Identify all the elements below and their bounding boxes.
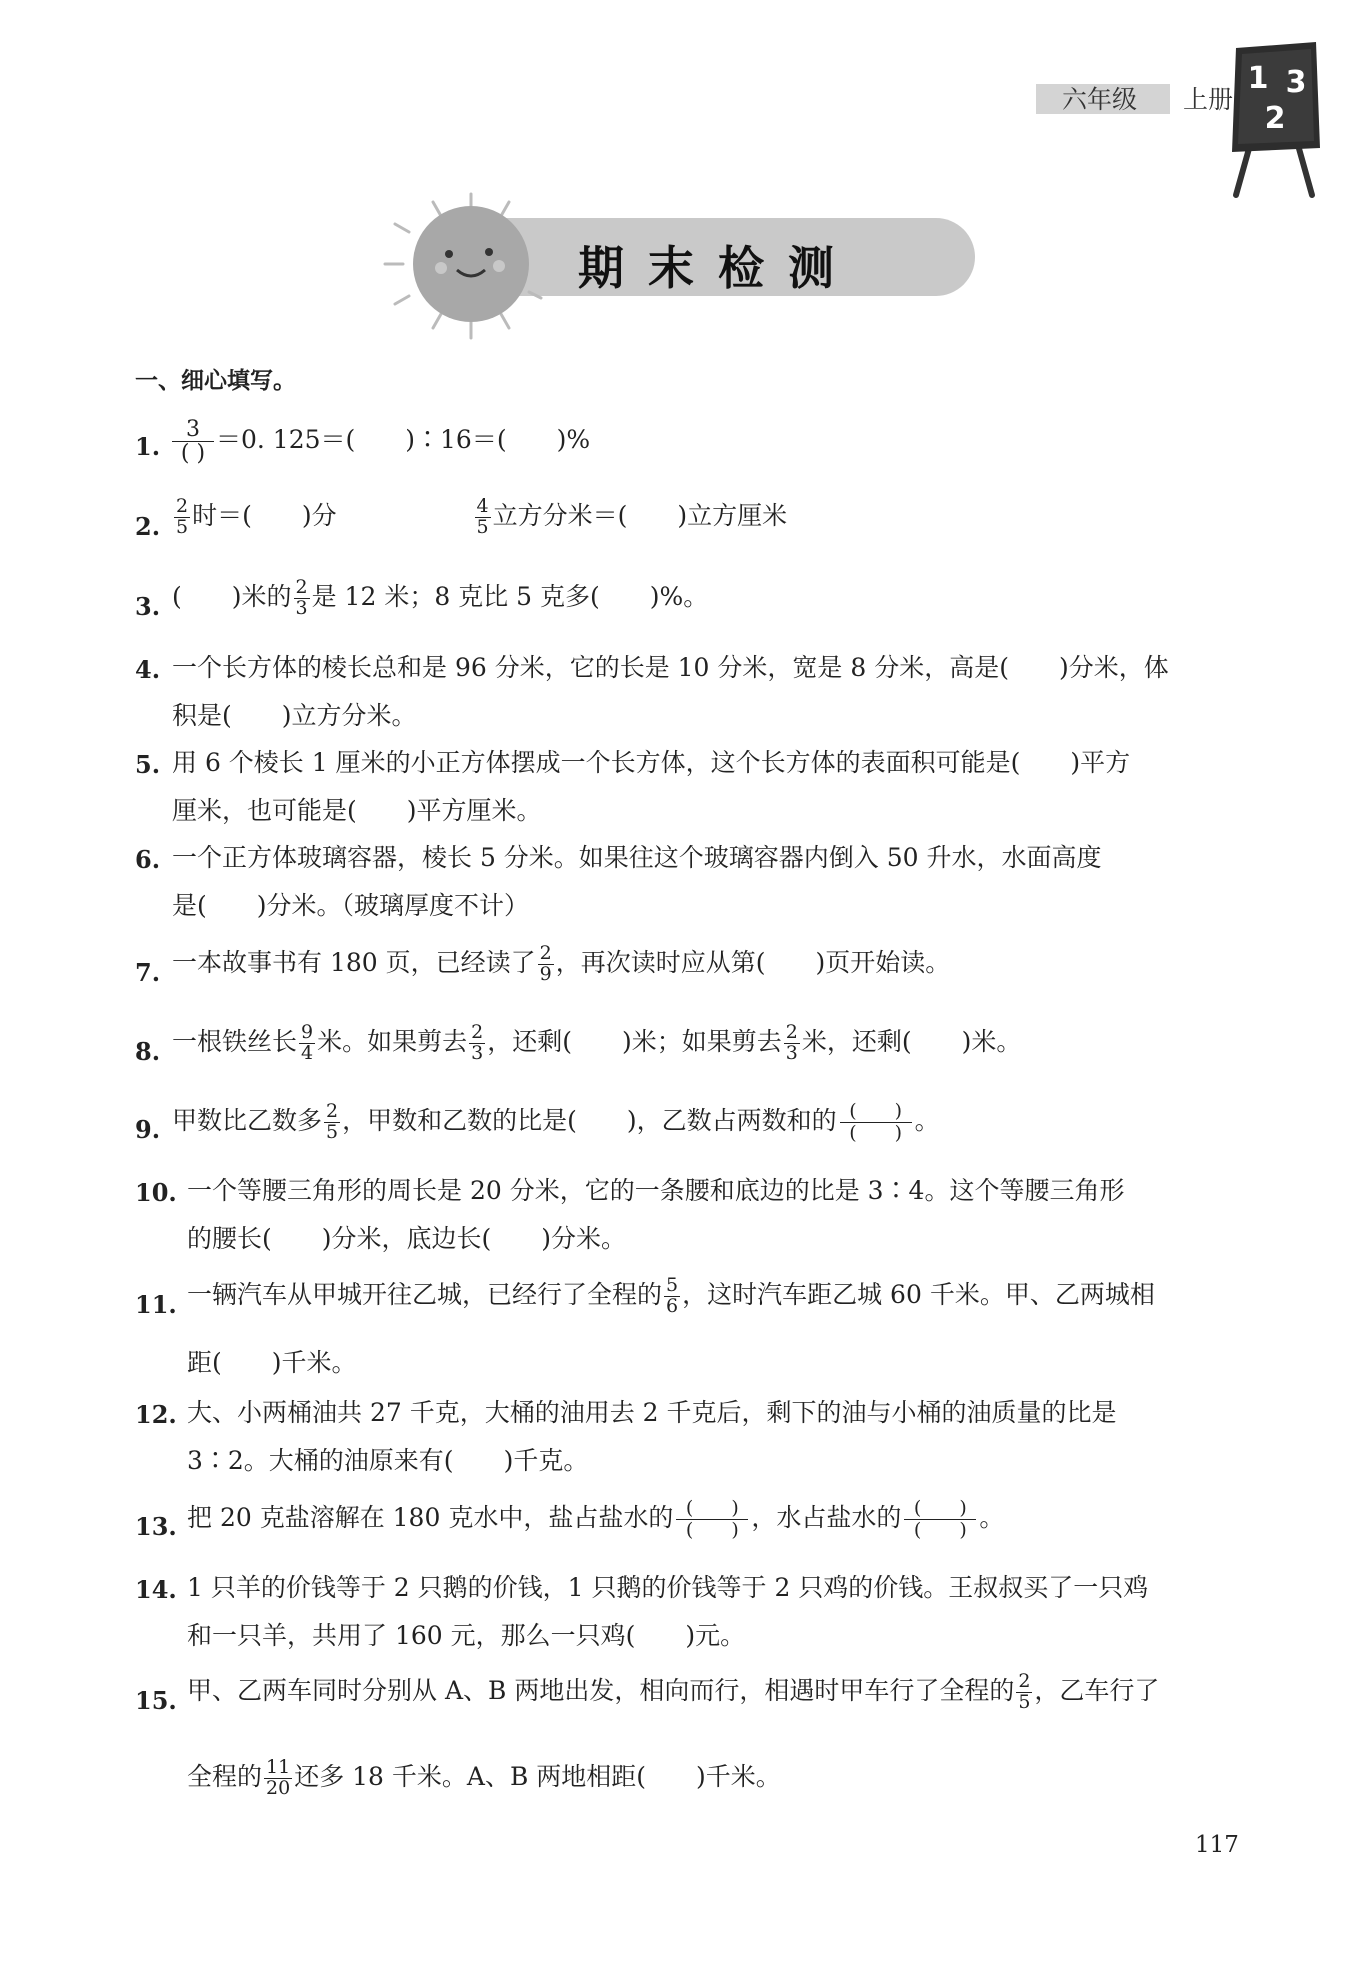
sun-face-icon: [413, 206, 529, 322]
q15-number: 15.: [135, 1686, 177, 1715]
page-number: 117: [1195, 1832, 1239, 1858]
q1-frac-num: 3: [172, 418, 214, 442]
chalkboard-icon: [1228, 40, 1322, 200]
q3-number: 3.: [135, 592, 161, 621]
q15-text: 甲、乙两车同时分别从 A、B 两地出发，相向而行，相遇时甲车行了全程的 $\frac{2}{5}$ ，乙车行了: [187, 1670, 1160, 1713]
q9-number: 9.: [135, 1115, 161, 1144]
q10-number: 10.: [135, 1178, 177, 1207]
q5-number: 5.: [135, 750, 161, 779]
section-heading: 一、细心填写。: [135, 368, 296, 394]
q10-line2: 的腰长( )分米，底边长( )分米。: [187, 1224, 627, 1253]
q12-line1: 大、小两桶油共 27 千克，大桶的油用去 2 千克后，剩下的油与小桶的油质量的比是: [187, 1398, 1117, 1427]
q4-line2: 积是( )立方分米。: [172, 701, 417, 730]
q11-line2: 距( )千米。: [187, 1348, 357, 1377]
q11-text: 一辆汽车从甲城开往乙城，已经行了全程的 $\frac{5}{6}$ ，这时汽车距乙城 60 千米。甲、乙两城相: [187, 1274, 1155, 1317]
q1-rest: ＝0. 125＝( )∶16＝( )%: [216, 425, 591, 455]
q6-line1: 一个正方体玻璃容器，棱长 5 分米。如果往这个玻璃容器内倒入 50 升水，水面高度: [172, 843, 1102, 872]
q14-line2: 和一只羊，共用了 160 元，那么一只鸡( )元。: [187, 1621, 746, 1650]
q1-frac-den: ( ): [180, 441, 206, 467]
q14-line1: 1 只羊的价钱等于 2 只鹅的价钱，1 只鹅的价钱等于 2 只鸡的价钱。王叔叔买了一只鸡: [187, 1573, 1149, 1602]
q3-text: ( )米的 $\frac{2}{3}$ 是 12 米；8 克比 5 克多( )%。: [172, 576, 709, 619]
q15-line2: 全程的 $\frac{11}{20}$ 还多 18 千米。A、B 两地相距( )千米。: [187, 1756, 781, 1799]
q6-number: 6.: [135, 845, 161, 874]
q12-line2: 3∶2。大桶的油原来有( )千克。: [187, 1446, 589, 1475]
q10-line1: 一个等腰三角形的周长是 20 分米，它的一条腰和底边的比是 3∶4。这个等腰三角形: [187, 1176, 1125, 1205]
q8-text: 一根铁丝长 $\frac{9}{4}$ 米。如果剪去 $\frac{2}{3}$ ，还剩( )米；如果剪去 $\frac{2}{3}$ 米，还剩( )米。: [172, 1021, 1022, 1064]
q13-text: 把 20 克盐溶解在 180 克水中，盐占盐水的 ( ) ( ) ，水占盐水的 ( ) ( ) 。: [187, 1497, 1005, 1541]
board-digit-3: 3: [1285, 65, 1307, 100]
q7-number: 7.: [135, 958, 161, 987]
page-title: 期末检测: [578, 241, 858, 295]
term-label: 上册: [1183, 85, 1234, 114]
q6-line2: 是( )分米。（玻璃厚度不计）: [172, 891, 530, 920]
q9-text: 甲数比乙数多 $\frac{2}{5}$ ，甲数和乙数的比是( )，乙数占两数和的 ( ) ( ) 。: [172, 1099, 940, 1144]
q11-number: 11.: [135, 1290, 177, 1319]
board-digit-2: 2: [1264, 101, 1286, 136]
q7-text: 一本故事书有 180 页，已经读了 $\frac{2}{9}$ ，再次读时应从第( )页开始读。: [172, 942, 951, 985]
q4-line1: 一个长方体的棱长总和是 96 分米，它的长是 10 分米，宽是 8 分米，高是( )分米，体: [172, 653, 1169, 682]
q13-number: 13.: [135, 1512, 177, 1541]
q4-number: 4.: [135, 655, 161, 684]
q1-number: 1.: [135, 432, 161, 461]
q12-number: 12.: [135, 1400, 177, 1429]
q5-line2: 厘米，也可能是( )平方厘米。: [172, 796, 542, 825]
q14-number: 14.: [135, 1575, 177, 1604]
q2-number: 2.: [135, 512, 161, 541]
q8-number: 8.: [135, 1037, 161, 1066]
q2-text: $\frac{2}{5}$ 时＝( )分 $\frac{4}{5}$ 立方分米＝( )立方厘米: [176, 495, 788, 538]
q5-line1: 用 6 个棱长 1 厘米的小正方体摆成一个长方体，这个长方体的表面积可能是( )平方: [172, 748, 1131, 777]
q1-text: [170, 418, 590, 465]
board-digit-1: 1: [1247, 61, 1269, 96]
grade-label: 六年级: [1062, 85, 1138, 114]
